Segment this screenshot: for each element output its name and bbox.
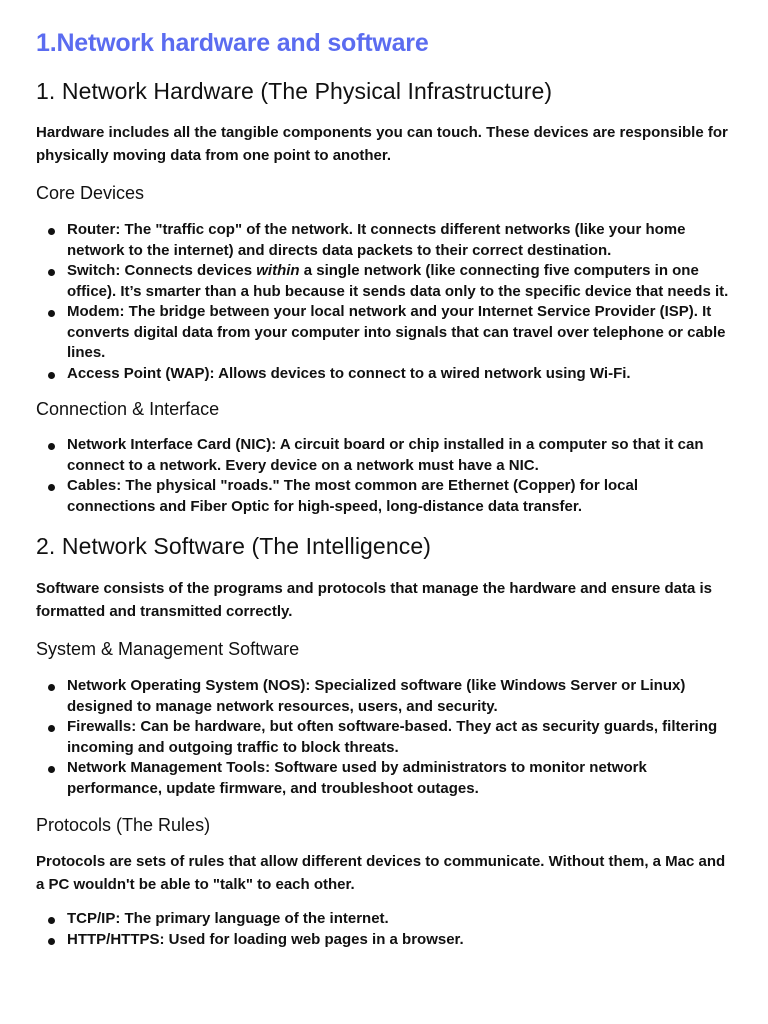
- list-item-text-before: Switch: Connects devices: [67, 262, 257, 279]
- list-item-text-after: a single network (like connecting five computers in one office). It’s smarter than a hub because it sends data only to the specific device that needs it.: [67, 262, 729, 300]
- hardware-intro-paragraph: Hardware includes all the tangible components you can touch. These devices are responsible for physically moving data from one point to another.: [36, 124, 728, 164]
- list-item-text: Modem: The bridge between your local network and your Internet Service Provider (ISP). It converts digital data from your computer into signals that can travel over telephone or cable lines.: [67, 303, 726, 361]
- core-devices-list: [36, 220, 730, 384]
- subheading-protocols: Protocols (The Rules): [36, 815, 211, 835]
- software-intro-paragraph: Software consists of the programs and protocols that manage the hardware and ensure data is formatted and transmitted correctly.: [36, 580, 712, 620]
- list-item-text: HTTP/HTTPS: Used for loading web pages in a browser.: [67, 930, 464, 948]
- list-item: [36, 302, 730, 364]
- list-item-text: Access Point (WAP): Allows devices to connect to a wired network using Wi-Fi.: [67, 364, 631, 382]
- document-title: 1.Network hardware and software: [36, 29, 429, 57]
- bullet-icon: [48, 938, 55, 945]
- subheading-core-devices: Core Devices: [36, 183, 145, 203]
- list-item: [36, 261, 730, 302]
- protocols-list: [36, 909, 730, 950]
- protocols-intro-paragraph: Protocols are sets of rules that allow different devices to communicate. Without them, a Mac and a PC wouldn't be able to "talk" to each other.: [36, 853, 726, 893]
- bullet-icon: [48, 725, 55, 732]
- list-item: [36, 717, 730, 758]
- section-heading-software: 2. Network Software (The Intelligence): [36, 533, 431, 559]
- bullet-icon: [48, 269, 55, 276]
- list-item-text: Router: The "traffic cop" of the network. It connects different networks (like your home network to the internet) and directs data packets to their correct destination.: [67, 221, 686, 259]
- list-item: [36, 435, 730, 476]
- connection-list: [36, 435, 730, 517]
- bullet-icon: [48, 310, 55, 317]
- bullet-icon: [48, 228, 55, 235]
- bullet-icon: [48, 484, 55, 491]
- subheading-connection-interface: Connection & Interface: [36, 399, 220, 419]
- bullet-icon: [48, 917, 55, 924]
- list-item: [36, 220, 730, 261]
- system-software-list: [36, 676, 730, 799]
- subheading-system-management: System & Management Software: [36, 639, 300, 659]
- section-heading-hardware: 1. Network Hardware (The Physical Infrastructure): [36, 78, 553, 104]
- list-item: [36, 676, 730, 717]
- list-item: [36, 364, 730, 385]
- bullet-icon: [48, 684, 55, 691]
- list-item: [36, 758, 730, 799]
- list-item-text: Firewalls: Can be hardware, but often software-based. They act as security guards, filtering incoming and outgoing traffic to block threats.: [67, 718, 718, 756]
- list-item-text: Cables: The physical "roads." The most common are Ethernet (Copper) for local connections and Fiber Optic for high-speed, long-distance data transfer.: [67, 477, 639, 515]
- list-item: [36, 930, 730, 951]
- bullet-icon: [48, 443, 55, 450]
- bullet-icon: [48, 372, 55, 379]
- emphasis-text: within: [256, 262, 300, 279]
- list-item-text: Network Interface Card (NIC): A circuit board or chip installed in a computer so that it can connect to a network. Every device on a network must have a NIC.: [67, 436, 704, 474]
- list-item: [36, 476, 730, 517]
- list-item: [36, 909, 730, 930]
- list-item-text: Network Management Tools: Software used by administrators to monitor network performance, update firmware, and troubleshoot outages.: [67, 759, 647, 797]
- bullet-icon: [48, 766, 55, 773]
- list-item-text: TCP/IP: The primary language of the internet.: [67, 910, 389, 927]
- list-item-text: Network Operating System (NOS): Specialized software (like Windows Server or Linux) designed to manage network resources, users, and security.: [67, 677, 686, 715]
